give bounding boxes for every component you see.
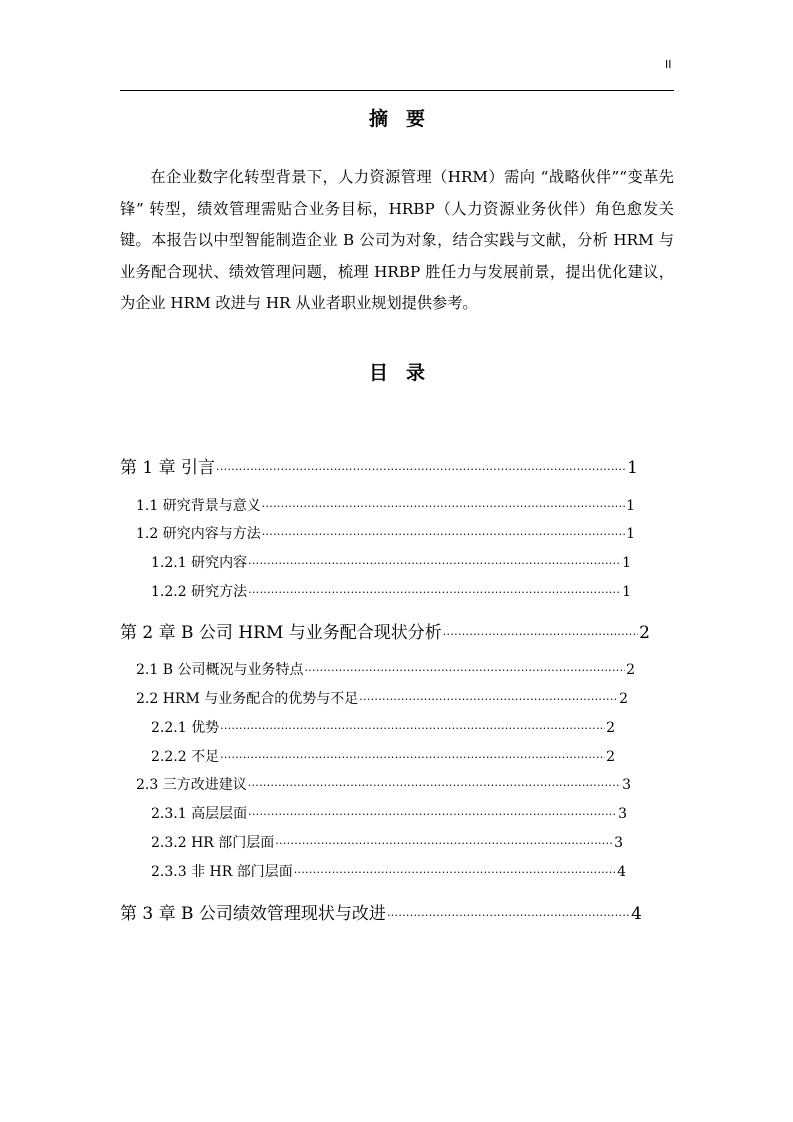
toc-leader: [248, 586, 621, 599]
toc-entry-1-2[interactable]: [136, 523, 635, 543]
toc-entry-2-2-1[interactable]: [151, 717, 615, 737]
toc-leader: [262, 528, 625, 541]
toc-entry-label: 1.2 研究内容与方法: [136, 526, 261, 542]
toc-entry-page: 2: [606, 749, 615, 765]
toc-entry-chapter-3[interactable]: [120, 899, 642, 924]
toc-entry-page: 2: [639, 623, 650, 643]
toc-leader: [294, 866, 616, 879]
toc-leader: [248, 779, 621, 792]
toc-entry-label: 2.3 三方改进建议: [136, 777, 247, 793]
toc-entry-1-2-2[interactable]: [151, 581, 631, 601]
toc-entry-label: 2.3.2 HR 部门层面: [151, 835, 275, 851]
toc-entry-label: 第 3 章 B 公司绩效管理现状与改进: [120, 904, 386, 924]
toc-entry-page: 2: [619, 691, 628, 707]
toc-leader: [387, 909, 630, 922]
toc-entry-1-2-1[interactable]: [151, 552, 631, 572]
toc-leader: [248, 557, 621, 570]
toc-entry-page: 1: [626, 526, 635, 542]
toc-entry-label: 1.1 研究背景与意义: [136, 498, 261, 514]
toc-entry-label: 1.2.2 研究方法: [151, 584, 248, 600]
toc-entry-label: 2.3.1 高层层面: [151, 806, 248, 822]
toc-entry-2-1[interactable]: [136, 659, 635, 679]
toc-entry-2-3-3[interactable]: [151, 861, 626, 881]
toc-entry-label: 2.3.3 非 HR 部门层面: [151, 864, 293, 880]
toc-leader: [220, 722, 605, 735]
toc-leader: [443, 628, 638, 641]
header-rule: [120, 90, 674, 91]
toc-entry-page: 1: [622, 555, 631, 571]
toc-entry-label: 第 2 章 B 公司 HRM 与业务配合现状分析: [120, 623, 442, 643]
abstract-title: 摘要: [368, 108, 443, 130]
toc-entry-chapter-1[interactable]: [120, 453, 638, 478]
toc-entry-page: 1: [626, 498, 635, 514]
toc-entry-2-3-1[interactable]: [151, 803, 627, 823]
toc-leader: [216, 463, 626, 476]
toc-leader: [248, 808, 617, 821]
toc-entry-label: 2.1 B 公司概况与业务特点: [136, 662, 304, 678]
toc-entry-2-3-2[interactable]: [151, 832, 623, 852]
toc-leader: [275, 837, 613, 850]
toc-entry-label: 第 1 章 引言: [120, 458, 216, 478]
toc-entry-page: 1: [622, 584, 631, 600]
toc-entry-label: 1.2.1 研究内容: [151, 555, 248, 571]
toc-entry-2-2-2[interactable]: [151, 746, 615, 766]
toc-entry-page: 2: [606, 720, 615, 736]
abstract-body: 在企业数字化转型背景下，人力资源管理（HRM）需向 “战略伙伴”“变革先锋” 转型，绩效管理需贴合业务目标，HRBP（人力资源业务伙伴）角色愈发关键。本报告以中型智能制造企业 B 公司为对象，结合实践与文献，分析 HRM 与业务配合现状、绩效管理问题，梳理 HRBP 胜任力与发展前景，提出优化建议，为企业 HRM 改进与 HR 从业者职业规划提供参考。: [120, 168, 674, 312]
toc-entry-2-3[interactable]: [136, 774, 631, 794]
toc-entry-page: 3: [618, 806, 627, 822]
toc-entry-page: 3: [622, 777, 631, 793]
toc-entry-label: 2.2 HRM 与业务配合的优势与不足: [136, 691, 359, 707]
toc-title: 目录: [368, 362, 443, 384]
toc-entry-label: 2.2.1 优势: [151, 720, 220, 736]
toc-entry-page: 4: [617, 864, 626, 880]
toc-entry-label: 2.2.2 不足: [151, 749, 220, 765]
toc-leader: [359, 693, 618, 706]
toc-entry-2-2[interactable]: [136, 688, 628, 708]
toc-entry-page: 1: [627, 458, 638, 478]
toc-entry-chapter-2[interactable]: [120, 618, 650, 643]
toc-leader: [220, 751, 605, 764]
toc-entry-page: 4: [631, 904, 642, 924]
toc-entry-page: 2: [626, 662, 635, 678]
page-number: II: [665, 58, 672, 71]
toc-entry-page: 3: [614, 835, 623, 851]
toc-leader: [262, 500, 625, 513]
toc-leader: [304, 664, 625, 677]
toc-entry-1-1[interactable]: [136, 495, 635, 515]
